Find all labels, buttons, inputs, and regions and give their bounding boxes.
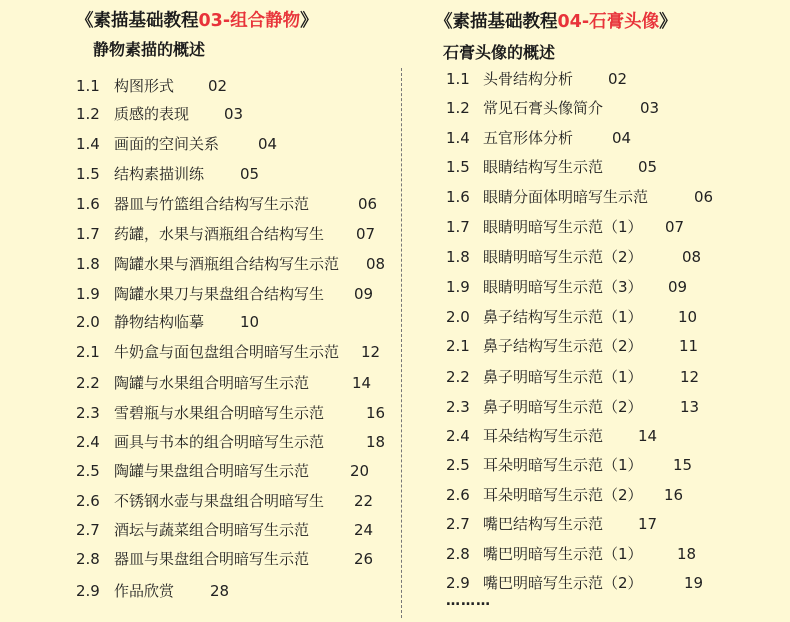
toc-item-number: 2.6	[76, 492, 100, 510]
toc-item-page: 20	[350, 462, 370, 480]
left-book-highlight: 03-组合静物	[198, 11, 301, 31]
toc-item-title: 嘴巴明暗写生示范（2）	[483, 574, 643, 592]
toc-item-title: 眼睛结构写生示范	[483, 158, 604, 176]
toc-item-number: 2.8	[446, 545, 470, 563]
toc-item-title: 眼睛明暗写生示范（3）	[483, 278, 643, 296]
toc-item-number: 2.9	[76, 582, 100, 600]
toc-item-number: 1.2	[76, 105, 100, 123]
toc-item-page: 14	[638, 427, 658, 445]
toc-item-title: 鼻子结构写生示范（1）	[483, 308, 643, 326]
toc-item-number: 2.1	[76, 343, 100, 361]
toc-item-page: 08	[366, 255, 386, 273]
toc-item-number: 2.6	[446, 486, 470, 504]
toc-item-title: 耳朵结构写生示范	[483, 427, 604, 445]
toc-item-title: 牛奶盒与面包盘组合明暗写生示范	[114, 343, 340, 361]
toc-item-page: 07	[356, 225, 376, 243]
more-ellipsis: ………	[446, 593, 491, 609]
toc-item-title: 不锈钢水壶与果盘组合明暗写生	[114, 492, 325, 510]
toc-item-number: 1.4	[76, 135, 100, 153]
toc-item-page: 16	[366, 404, 386, 422]
toc-item-page: 18	[677, 545, 697, 563]
toc-item-title: 陶罐与果盘组合明暗写生示范	[114, 462, 310, 480]
toc-item-number: 1.5	[76, 165, 100, 183]
toc-item-page: 10	[678, 308, 698, 326]
left-book-title	[76, 7, 318, 32]
toc-item-number: 2.3	[446, 398, 470, 416]
toc-item-number: 1.1	[446, 70, 470, 88]
toc-item-title: 陶罐水果刀与果盘组合结构写生	[114, 285, 325, 303]
toc-item-title: 画具与书本的组合明暗写生示范	[114, 433, 325, 451]
left-book-suffix: 》	[300, 11, 318, 31]
toc-item-page: 24	[354, 521, 374, 539]
toc-item-title: 质感的表现	[114, 105, 190, 123]
toc-item-number: 1.9	[76, 285, 100, 303]
toc-item-title: 头骨结构分析	[483, 70, 574, 88]
toc-item-page: 02	[608, 70, 628, 88]
toc-item-title: 器皿与竹篮组合结构写生示范	[114, 195, 310, 213]
toc-item-title: 静物结构临摹	[114, 313, 205, 331]
toc-item-page: 18	[366, 433, 386, 451]
toc-item-page: 22	[354, 492, 374, 510]
toc-item-number: 2.1	[446, 337, 470, 355]
toc-item-number: 1.8	[76, 255, 100, 273]
toc-item-page: 26	[354, 550, 374, 568]
toc-item-title: 陶罐与水果组合明暗写生示范	[114, 374, 310, 392]
toc-item-number: 2.3	[76, 404, 100, 422]
toc-item-title: 耳朵明暗写生示范（2）	[483, 486, 643, 504]
toc-item-number: 2.8	[76, 550, 100, 568]
toc-item-title: 五官形体分析	[483, 129, 574, 147]
toc-item-page: 03	[224, 105, 244, 123]
toc-item-number: 2.4	[446, 427, 470, 445]
toc-item-page: 06	[358, 195, 378, 213]
toc-item-page: 15	[673, 456, 693, 474]
toc-item-number: 1.9	[446, 278, 470, 296]
toc-item-number: 2.4	[76, 433, 100, 451]
toc-item-number: 1.2	[446, 99, 470, 117]
toc-item-number: 1.7	[446, 218, 470, 236]
toc-item-number: 1.6	[76, 195, 100, 213]
right-book-highlight: 04-石膏头像	[557, 12, 660, 32]
toc-item-page: 09	[354, 285, 374, 303]
left-book-prefix: 《素描基础教程	[76, 11, 199, 31]
toc-item-title: 眼睛明暗写生示范（1）	[483, 218, 643, 236]
toc-item-page: 11	[679, 337, 699, 355]
toc-item-page: 12	[680, 368, 700, 386]
toc-item-page: 05	[638, 158, 658, 176]
toc-item-title: 结构素描训练	[114, 165, 205, 183]
toc-item-title: 作品欣赏	[114, 582, 175, 600]
toc-item-title: 眼睛明暗写生示范（2）	[483, 248, 643, 266]
toc-item-page: 06	[694, 188, 714, 206]
toc-item-number: 2.0	[446, 308, 470, 326]
toc-item-number: 1.7	[76, 225, 100, 243]
toc-item-number: 2.7	[76, 521, 100, 539]
toc-item-page: 04	[612, 129, 632, 147]
right-book-prefix: 《素描基础教程	[435, 12, 558, 32]
toc-item-page: 12	[361, 343, 381, 361]
toc-item-number: 2.5	[446, 456, 470, 474]
toc-item-title: 画面的空间关系	[114, 135, 220, 153]
toc-item-title: 嘴巴结构写生示范	[483, 515, 604, 533]
right-book-suffix: 》	[659, 12, 677, 32]
toc-item-number: 1.6	[446, 188, 470, 206]
toc-item-number: 1.5	[446, 158, 470, 176]
toc-item-page: 03	[640, 99, 660, 117]
right-book-title	[435, 8, 677, 33]
toc-item-number: 1.8	[446, 248, 470, 266]
toc-item-page: 10	[240, 313, 260, 331]
toc-item-title: 雪碧瓶与水果组合明暗写生示范	[114, 404, 325, 422]
toc-item-title: 眼睛分面体明暗写生示范	[483, 188, 649, 206]
toc-item-page: 09	[668, 278, 688, 296]
toc-item-title: 鼻子结构写生示范（2）	[483, 337, 643, 355]
toc-item-page: 02	[208, 77, 228, 95]
left-section-title: 静物素描的概述	[93, 40, 206, 59]
toc-item-title: 鼻子明暗写生示范（2）	[483, 398, 643, 416]
column-divider	[401, 68, 402, 618]
toc-item-number: 1.4	[446, 129, 470, 147]
toc-item-page: 16	[664, 486, 684, 504]
toc-item-page: 13	[680, 398, 700, 416]
toc-item-title: 耳朵明暗写生示范（1）	[483, 456, 643, 474]
toc-item-page: 08	[682, 248, 702, 266]
toc-item-title: 药罐，水果与酒瓶组合结构写生	[114, 225, 325, 243]
toc-item-page: 19	[684, 574, 704, 592]
toc-item-number: 2.2	[446, 368, 470, 386]
toc-item-number: 2.0	[76, 313, 100, 331]
toc-item-title: 酒坛与蔬菜组合明暗写生示范	[114, 521, 310, 539]
toc-item-title: 嘴巴明暗写生示范（1）	[483, 545, 643, 563]
toc-item-number: 2.9	[446, 574, 470, 592]
toc-item-page: 17	[638, 515, 658, 533]
toc-item-number: 2.7	[446, 515, 470, 533]
toc-item-number: 1.1	[76, 77, 100, 95]
toc-item-title: 鼻子明暗写生示范（1）	[483, 368, 643, 386]
toc-item-title: 常见石膏头像简介	[483, 99, 604, 117]
toc-item-page: 05	[240, 165, 260, 183]
toc-item-number: 2.2	[76, 374, 100, 392]
toc-item-title: 器皿与果盘组合明暗写生示范	[114, 550, 310, 568]
toc-item-title: 陶罐水果与酒瓶组合结构写生示范	[114, 255, 340, 273]
toc-item-page: 04	[258, 135, 278, 153]
toc-item-page: 14	[352, 374, 372, 392]
toc-item-title: 构图形式	[114, 77, 175, 95]
toc-item-page: 28	[210, 582, 230, 600]
right-section-title: 石膏头像的概述	[443, 43, 556, 62]
toc-item-number: 2.5	[76, 462, 100, 480]
toc-item-page: 07	[665, 218, 685, 236]
